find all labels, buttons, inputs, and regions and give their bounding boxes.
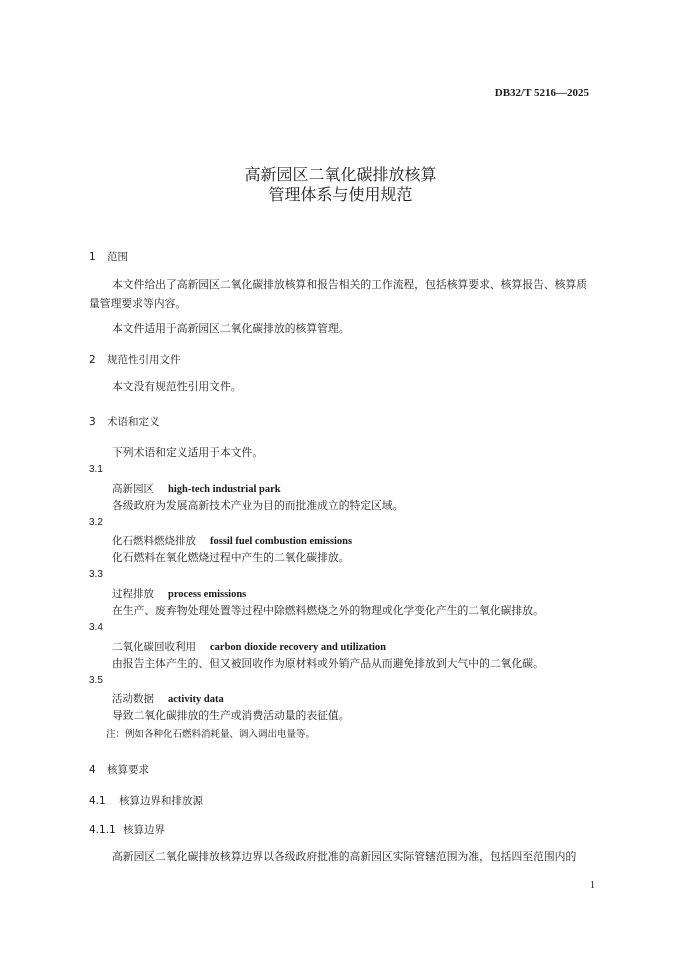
section-4-heading [89, 762, 149, 777]
document-title-line-1: 高新园区二氧化碳排放核算 [244, 165, 437, 184]
section-title: 核算边界 [123, 824, 165, 836]
term-definition: 化石燃料在氧化燃烧过程中产生的二氧化碳排放。 [112, 551, 350, 564]
term-definition: 在生产、废弃物处理处置等过程中除燃料燃烧之外的物理或化学变化产生的二氧化碳排放。 [112, 604, 544, 617]
term-note: 注：例如各种化石燃料消耗量、调入调出电量等。 [106, 729, 316, 740]
section-number: 4 [89, 764, 96, 776]
standard-number: DB32/T 5216—2025 [494, 87, 589, 99]
term-chinese: 高新园区 [112, 483, 154, 495]
document-title-line-2: 管理体系与使用规范 [268, 185, 413, 204]
section-2-heading [89, 352, 181, 367]
section-1-paragraph-1-line-1: 本文件给出了高新园区二氧化碳排放核算和报告相关的工作流程，包括核算要求、核算报告、核算质 [112, 278, 588, 291]
section-1-heading [89, 249, 128, 264]
section-number: 4.1 [89, 795, 106, 807]
term-number: 3.3 [89, 569, 103, 580]
page-number: 1 [590, 880, 595, 891]
section-3-heading [89, 414, 160, 429]
term-chinese: 化石燃料燃烧排放 [112, 535, 196, 547]
section-1-paragraph-2: 本文件适用于高新园区二氧化碳排放的核算管理。 [112, 322, 350, 335]
term-english: carbon dioxide recovery and utilization [210, 642, 386, 653]
term-chinese: 二氧化碳回收利用 [112, 641, 196, 653]
section-number: 3 [89, 416, 96, 428]
section-3-intro: 下列术语和定义适用于本文件。 [112, 446, 264, 459]
term-definition: 导致二氧化碳排放的生产或消费活动量的表征值。 [112, 709, 350, 722]
section-title: 术语和定义 [107, 416, 160, 428]
term-heading [112, 586, 246, 601]
term-english: activity data [168, 694, 224, 705]
term-number: 3.4 [89, 622, 103, 633]
section-title: 核算边界和排放源 [119, 795, 203, 807]
term-english: high-tech industrial park [168, 484, 281, 495]
section-title: 规范性引用文件 [107, 354, 181, 366]
term-number: 3.5 [89, 675, 103, 686]
section-number: 4.1.1 [89, 824, 116, 836]
term-heading [112, 691, 224, 706]
section-number: 1 [89, 251, 96, 263]
section-number: 2 [89, 354, 96, 366]
term-chinese: 过程排放 [112, 588, 154, 600]
term-heading [112, 481, 281, 496]
section-title: 核算要求 [107, 764, 149, 776]
term-number: 3.1 [89, 464, 103, 475]
section-4-paragraph: 高新园区二氧化碳排放核算边界以各级政府批准的高新园区实际管辖范围为准，包括四至范围内的 [112, 850, 577, 863]
term-number: 3.2 [89, 517, 103, 528]
section-4-1-heading [89, 793, 203, 808]
section-1-paragraph-1-line-2: 量管理要求等内容。 [89, 297, 187, 310]
term-english: fossil fuel combustion emissions [210, 536, 353, 547]
term-heading [112, 639, 386, 654]
section-title: 范围 [107, 251, 128, 263]
term-definition: 各级政府为发展高新技术产业为目的而批准成立的特定区域。 [112, 499, 404, 512]
section-2-paragraph: 本文没有规范性引用文件。 [112, 380, 242, 393]
term-english: process emissions [168, 589, 247, 600]
term-heading [112, 533, 352, 548]
term-definition: 由报告主体产生的、但又被回收作为原材料或外销产品从而避免排放到大气中的二氧化碳。 [112, 657, 544, 670]
term-chinese: 活动数据 [112, 693, 154, 705]
section-4-1-1-heading [89, 822, 165, 837]
